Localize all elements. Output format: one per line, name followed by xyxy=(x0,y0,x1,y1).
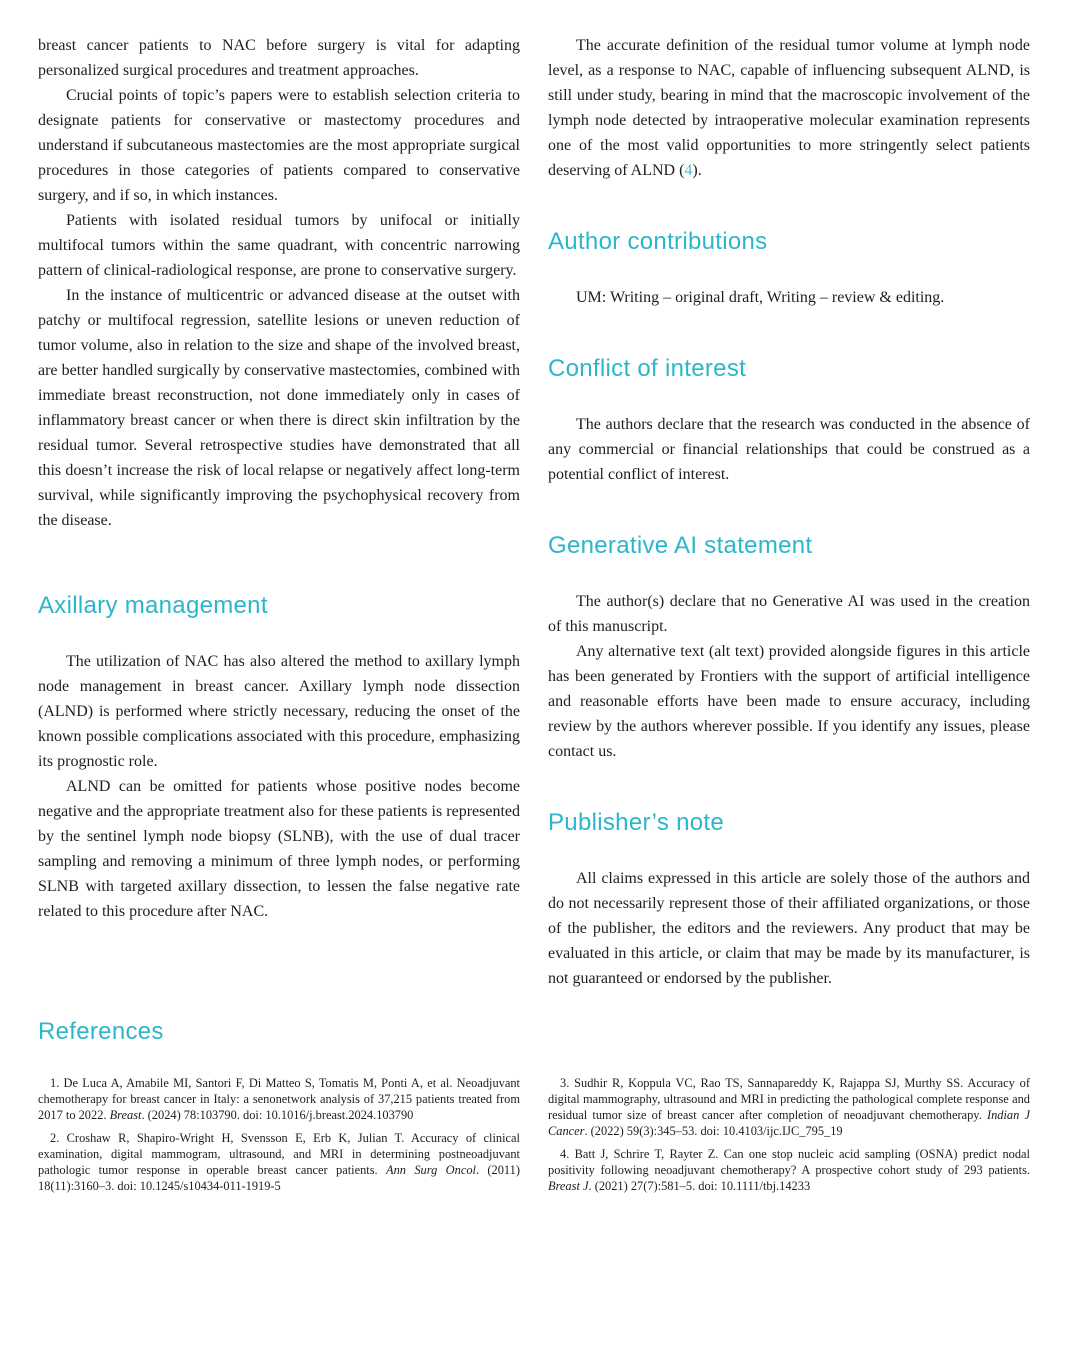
section-heading-author-contributions: Author contributions xyxy=(548,228,768,255)
body-paragraph: Patients with isolated residual tumors by unifocal or initially multifocal tumors within the same quadrant, with concentric narrowing pattern of clinical-radiological response, are prone to conservative surgery. xyxy=(38,212,520,279)
main-columns xyxy=(38,33,1030,991)
reference-text: Batt J, Schrire T, Rayter Z. Can one stop nucleic acid sampling (OSNA) predict nodal positivity following neoadjuvant chemotherapy? A prospective cohort study of 293 patients. xyxy=(548,1147,1030,1177)
citation-link-4[interactable]: 4 xyxy=(684,162,693,179)
reference-number: 3. xyxy=(560,1076,570,1090)
right-column xyxy=(548,33,1030,991)
reference-number: 1. xyxy=(50,1076,60,1090)
reference-tail: . (2024) 78:103790. doi: 10.1016/j.breast.2024.103790 xyxy=(141,1108,414,1122)
section-heading-conflict-of-interest: Conflict of interest xyxy=(548,355,747,382)
body-paragraph: All claims expressed in this article are solely those of the authors and do not necessarily represent those of their affiliated organizations, or those of the publisher, the editors and the reviewers. Any product that may be evaluated in this article, or claim that may be made by its manufacturer, is not guaranteed or endorsed by the publisher. xyxy=(548,870,1030,987)
section-heading-publishers-note: Publisher’s note xyxy=(548,809,725,836)
reference-journal: Ann Surg Oncol xyxy=(386,1163,476,1177)
reference-journal: Breast J xyxy=(548,1179,589,1193)
reference-journal: Indian J Cancer xyxy=(548,1108,1030,1138)
references-section xyxy=(38,1017,1030,1194)
reference-item-3 xyxy=(548,1075,1030,1139)
body-paragraph xyxy=(548,33,1030,183)
reference-number: 2. xyxy=(50,1131,60,1145)
paragraph-text: ). xyxy=(692,162,702,179)
section-heading-axillary-management: Axillary management xyxy=(38,592,268,619)
body-paragraph: ALND can be omitted for patients whose positive nodes become negative and the appropriate treatment also for these patients is represented by the sentinel lymph node biopsy (SLNB), with the use of dual tracer sampling and removing a minimum of three lymph nodes, or performing SLNB with targeted axillary dissection, to lessen the false negative rate related to this procedure after NAC. xyxy=(38,778,520,920)
reference-number: 4. xyxy=(560,1147,570,1161)
body-paragraph: Crucial points of topic’s papers were to establish selection criteria to designate patients for conservative or mastectomy procedures and understand if subcutaneous mastectomies are the most appropriate surgical procedures in those categories of patients compared to conservative surgery, and if so, in which instances. xyxy=(38,87,520,204)
body-paragraph: Any alternative text (alt text) provided alongside figures in this article has been generated by Frontiers with the support of artificial intelligence and reasonable efforts have been made to ensure accuracy, including review by the authors wherever possible. If you identify any issues, please contact us. xyxy=(548,643,1030,760)
section-heading-references: References xyxy=(38,1018,164,1045)
reference-tail: . (2011) 18(11):3160–3. doi: 10.1245/s10434-011-1919-5 xyxy=(38,1163,520,1193)
reference-text: Croshaw R, Shapiro-Wright H, Svensson E, Erb K, Julian T. Accuracy of clinical examination, digital mammogram, ultrasound, and MRI in determining postneoadjuvant pathologic tumor response in operable breast cancer patients. xyxy=(38,1131,520,1177)
reference-text: Sudhir R, Koppula VC, Rao TS, Sannapareddy K, Rajappa SJ, Murthy SS. Accuracy of digital mammography, ultrasound and MRI in predicting the pathological complete response and residual tumor size of breast cancer after completion of neoadjuvant chemotherapy. xyxy=(548,1076,1030,1122)
left-column xyxy=(38,33,520,991)
section-heading-generative-ai-statement: Generative AI statement xyxy=(548,532,813,559)
body-paragraph: UM: Writing – original draft, Writing – review & editing. xyxy=(576,289,945,306)
paragraph-text: The accurate definition of the residual tumor volume at lymph node level, as a response to NAC, capable of influencing subsequent ALND, is still under study, bearing in mind that the macroscopic involvement of the lymph node detected by intraoperative molecular examination represents one of the most valid opportunities to more stringently select patients deserving of ALND ( xyxy=(548,37,1030,179)
body-paragraph: The utilization of NAC has also altered the method to axillary lymph node management in breast cancer. Axillary lymph node dissection (ALND) is performed where strictly necessary, reducing the onset of the known possible complications associated with this procedure, emphasizing its prognostic role. xyxy=(38,653,520,770)
reference-item-4 xyxy=(548,1146,1030,1194)
references-columns xyxy=(38,1075,1030,1194)
body-paragraph: In the instance of multicentric or advanced disease at the outset with patchy or multifocal regression, satellite lesions or uneven reduction of tumor volume, also in relation to the size and shape of the involved breast, are better handled surgically by conservative mastectomies, combined with immediate breast reconstruction, not done immediately only in cases of inflammatory breast cancer or when there is direct skin infiltration by the residual tumor. Several retrospective studies have demonstrated that all this doesn’t increase the risk of local relapse or negatively affect long-term survival, while significantly improving the psychophysical recovery from the disease. xyxy=(38,287,520,529)
body-paragraph: The authors declare that the research was conducted in the absence of any commercial or financial relationships that could be construed as a potential conflict of interest. xyxy=(548,416,1030,483)
reference-item-1 xyxy=(38,1075,520,1123)
references-left-column xyxy=(38,1075,520,1194)
reference-tail: . (2021) 27(7):581–5. doi: 10.1111/tbj.14233 xyxy=(588,1179,811,1193)
reference-tail: . (2022) 59(3):345–53. doi: 10.4103/ijc.IJC_795_19 xyxy=(584,1124,843,1138)
references-right-column xyxy=(548,1075,1030,1194)
reference-item-2 xyxy=(38,1130,520,1194)
reference-journal: Breast xyxy=(109,1108,142,1122)
reference-text: De Luca A, Amabile MI, Santori F, Di Matteo S, Tomatis M, Ponti A, et al. Neoadjuvant chemotherapy for breast cancer in Italy: a senonetwork analysis of 37,215 patients treated from 2017 to 2022. xyxy=(38,1076,520,1122)
body-paragraph: breast cancer patients to NAC before surgery is vital for adapting personalized surgical procedures and treatment approaches. xyxy=(38,37,520,79)
body-paragraph: The author(s) declare that no Generative AI was used in the creation of this manuscript. xyxy=(548,593,1030,635)
